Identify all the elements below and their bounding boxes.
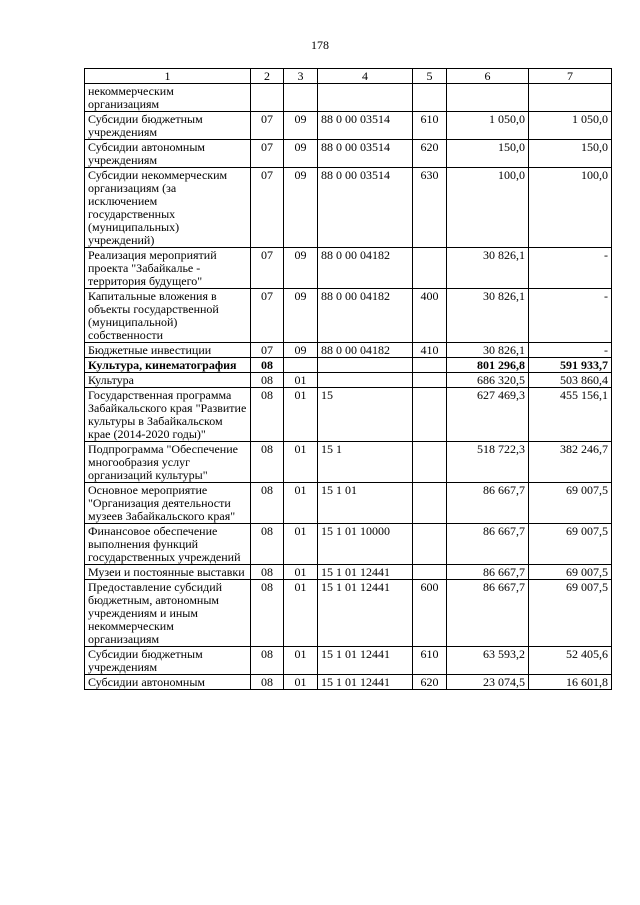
header-cell-5: 5 xyxy=(413,69,447,84)
amount-year1-cell: 86 667,7 xyxy=(447,580,529,647)
amount-year2-cell: 52 405,6 xyxy=(529,647,612,675)
table-row xyxy=(85,373,612,388)
table-row xyxy=(85,647,612,675)
amount-year2-cell: - xyxy=(529,248,612,289)
amount-year2-cell: 69 007,5 xyxy=(529,580,612,647)
table-row xyxy=(85,289,612,343)
expense-type-cell xyxy=(413,442,447,483)
subsection-code-cell: 01 xyxy=(284,675,318,690)
subsection-code-cell: 09 xyxy=(284,343,318,358)
subsection-code-cell: 01 xyxy=(284,647,318,675)
subsection-code-cell: 01 xyxy=(284,524,318,565)
item-name-cell: Основное мероприятие "Организация деятельности музеев Забайкальского края" xyxy=(85,483,251,524)
section-code-cell: 07 xyxy=(251,248,284,289)
item-name-cell: Культура, кинематография xyxy=(85,358,251,373)
amount-year1-cell: 1 050,0 xyxy=(447,112,529,140)
target-article-cell: 15 1 01 12441 xyxy=(318,675,413,690)
table-row xyxy=(85,358,612,373)
expense-type-cell: 620 xyxy=(413,675,447,690)
table-row xyxy=(85,112,612,140)
budget-table xyxy=(84,68,612,690)
section-code-cell: 08 xyxy=(251,388,284,442)
expense-type-cell: 610 xyxy=(413,112,447,140)
amount-year1-cell: 86 667,7 xyxy=(447,524,529,565)
target-article-cell: 15 1 01 xyxy=(318,483,413,524)
section-code-cell xyxy=(251,84,284,112)
amount-year2-cell: 382 246,7 xyxy=(529,442,612,483)
amount-year2-cell: 69 007,5 xyxy=(529,483,612,524)
expense-type-cell xyxy=(413,84,447,112)
item-name-cell: Предоставление субсидий бюджетным, автономным учреждениям и иным некоммерческим организациям xyxy=(85,580,251,647)
amount-year1-cell: 30 826,1 xyxy=(447,343,529,358)
table-row xyxy=(85,675,612,690)
table-row xyxy=(85,442,612,483)
amount-year2-cell: 1 050,0 xyxy=(529,112,612,140)
amount-year1-cell: 86 667,7 xyxy=(447,565,529,580)
amount-year1-cell: 627 469,3 xyxy=(447,388,529,442)
item-name-cell: Субсидии автономным учреждениям xyxy=(85,140,251,168)
header-cell-1: 1 xyxy=(85,69,251,84)
target-article-cell: 15 1 01 12441 xyxy=(318,565,413,580)
subsection-code-cell: 09 xyxy=(284,112,318,140)
amount-year1-cell xyxy=(447,84,529,112)
subsection-code-cell xyxy=(284,84,318,112)
table-row xyxy=(85,140,612,168)
amount-year2-cell: 591 933,7 xyxy=(529,358,612,373)
target-article-cell: 15 1 01 12441 xyxy=(318,580,413,647)
item-name-cell: Реализация мероприятий проекта "Забайкалье - территория будущего" xyxy=(85,248,251,289)
target-article-cell: 88 0 00 04182 xyxy=(318,343,413,358)
expense-type-cell xyxy=(413,524,447,565)
subsection-code-cell: 01 xyxy=(284,565,318,580)
header-cell-7: 7 xyxy=(529,69,612,84)
expense-type-cell: 610 xyxy=(413,647,447,675)
target-article-cell: 88 0 00 04182 xyxy=(318,289,413,343)
target-article-cell xyxy=(318,84,413,112)
header-cell-6: 6 xyxy=(447,69,529,84)
amount-year1-cell: 801 296,8 xyxy=(447,358,529,373)
section-code-cell: 08 xyxy=(251,524,284,565)
item-name-cell: Капитальные вложения в объекты государственной (муниципальной) собственности xyxy=(85,289,251,343)
table-row xyxy=(85,388,612,442)
item-name-cell: Субсидии бюджетным учреждениям xyxy=(85,647,251,675)
amount-year2-cell: 69 007,5 xyxy=(529,565,612,580)
expense-type-cell: 410 xyxy=(413,343,447,358)
item-name-cell: Государственная программа Забайкальского края "Развитие культуры в Забайкальском крае (2014-2020 годы)" xyxy=(85,388,251,442)
target-article-cell: 88 0 00 03514 xyxy=(318,140,413,168)
target-article-cell: 15 xyxy=(318,388,413,442)
target-article-cell: 15 1 01 12441 xyxy=(318,647,413,675)
amount-year1-cell: 518 722,3 xyxy=(447,442,529,483)
table-row xyxy=(85,343,612,358)
section-code-cell: 08 xyxy=(251,442,284,483)
target-article-cell xyxy=(318,358,413,373)
target-article-cell: 88 0 00 03514 xyxy=(318,112,413,140)
expense-type-cell xyxy=(413,565,447,580)
header-cell-2: 2 xyxy=(251,69,284,84)
item-name-cell: Бюджетные инвестиции xyxy=(85,343,251,358)
subsection-code-cell: 09 xyxy=(284,168,318,248)
item-name-cell: Субсидии автономным xyxy=(85,675,251,690)
target-article-cell: 15 1 xyxy=(318,442,413,483)
amount-year1-cell: 686 320,5 xyxy=(447,373,529,388)
section-code-cell: 08 xyxy=(251,580,284,647)
target-article-cell: 88 0 00 03514 xyxy=(318,168,413,248)
amount-year2-cell: 100,0 xyxy=(529,168,612,248)
header-cell-4: 4 xyxy=(318,69,413,84)
amount-year2-cell: 69 007,5 xyxy=(529,524,612,565)
table-row xyxy=(85,168,612,248)
subsection-code-cell: 09 xyxy=(284,289,318,343)
amount-year2-cell: - xyxy=(529,289,612,343)
expense-type-cell: 600 xyxy=(413,580,447,647)
expense-type-cell xyxy=(413,248,447,289)
item-name-cell: Подпрограмма "Обеспечение многообразия услуг организаций культуры" xyxy=(85,442,251,483)
amount-year1-cell: 23 074,5 xyxy=(447,675,529,690)
section-code-cell: 07 xyxy=(251,343,284,358)
expense-type-cell: 620 xyxy=(413,140,447,168)
amount-year2-cell: 503 860,4 xyxy=(529,373,612,388)
expense-type-cell: 630 xyxy=(413,168,447,248)
section-code-cell: 08 xyxy=(251,373,284,388)
table-body xyxy=(85,69,612,690)
item-name-cell: Музеи и постоянные выставки xyxy=(85,565,251,580)
target-article-cell xyxy=(318,373,413,388)
expense-type-cell xyxy=(413,388,447,442)
subsection-code-cell: 09 xyxy=(284,140,318,168)
expense-type-cell xyxy=(413,358,447,373)
section-code-cell: 07 xyxy=(251,289,284,343)
expense-type-cell xyxy=(413,483,447,524)
item-name-cell: некоммерческим организациям xyxy=(85,84,251,112)
section-code-cell: 08 xyxy=(251,565,284,580)
amount-year1-cell: 63 593,2 xyxy=(447,647,529,675)
amount-year2-cell xyxy=(529,84,612,112)
amount-year2-cell: 150,0 xyxy=(529,140,612,168)
item-name-cell: Субсидии бюджетным учреждениям xyxy=(85,112,251,140)
header-row xyxy=(85,69,612,84)
page-number: 178 xyxy=(311,38,329,52)
item-name-cell: Финансовое обеспечение выполнения функций государственных учреждений xyxy=(85,524,251,565)
amount-year1-cell: 30 826,1 xyxy=(447,248,529,289)
amount-year1-cell: 100,0 xyxy=(447,168,529,248)
table-row xyxy=(85,565,612,580)
table-row xyxy=(85,580,612,647)
section-code-cell: 08 xyxy=(251,647,284,675)
subsection-code-cell: 01 xyxy=(284,580,318,647)
section-code-cell: 07 xyxy=(251,140,284,168)
amount-year1-cell: 150,0 xyxy=(447,140,529,168)
item-name-cell: Субсидии некоммерческим организациям (за исключением государственных (муниципальных) учреждений) xyxy=(85,168,251,248)
target-article-cell: 88 0 00 04182 xyxy=(318,248,413,289)
section-code-cell: 07 xyxy=(251,112,284,140)
section-code-cell: 08 xyxy=(251,358,284,373)
subsection-code-cell: 01 xyxy=(284,373,318,388)
section-code-cell: 07 xyxy=(251,168,284,248)
header-cell-3: 3 xyxy=(284,69,318,84)
expense-type-cell xyxy=(413,373,447,388)
subsection-code-cell: 01 xyxy=(284,442,318,483)
table-row xyxy=(85,248,612,289)
amount-year2-cell: - xyxy=(529,343,612,358)
amount-year2-cell: 16 601,8 xyxy=(529,675,612,690)
expense-type-cell: 400 xyxy=(413,289,447,343)
table-row xyxy=(85,84,612,112)
amount-year1-cell: 30 826,1 xyxy=(447,289,529,343)
target-article-cell: 15 1 01 10000 xyxy=(318,524,413,565)
amount-year1-cell: 86 667,7 xyxy=(447,483,529,524)
section-code-cell: 08 xyxy=(251,483,284,524)
subsection-code-cell: 01 xyxy=(284,483,318,524)
item-name-cell: Культура xyxy=(85,373,251,388)
table-row xyxy=(85,524,612,565)
subsection-code-cell: 09 xyxy=(284,248,318,289)
amount-year2-cell: 455 156,1 xyxy=(529,388,612,442)
section-code-cell: 08 xyxy=(251,675,284,690)
table-row xyxy=(85,483,612,524)
subsection-code-cell xyxy=(284,358,318,373)
subsection-code-cell: 01 xyxy=(284,388,318,442)
